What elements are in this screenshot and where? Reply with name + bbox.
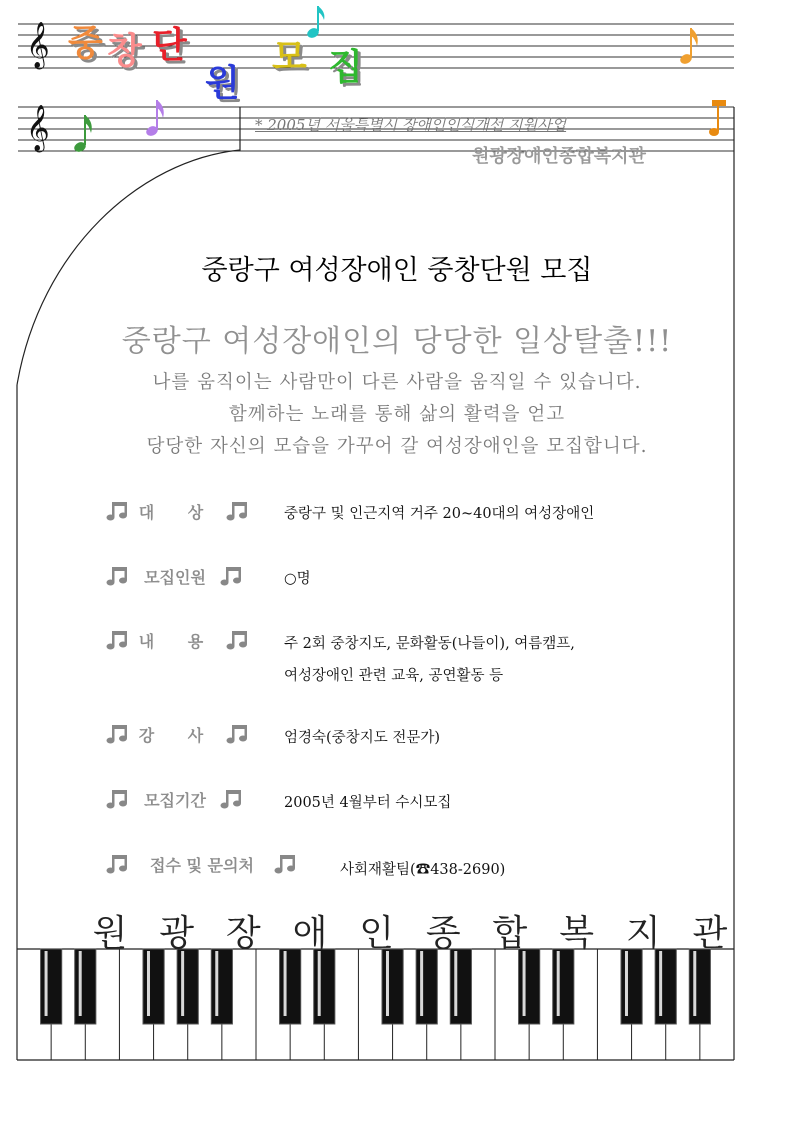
- black-key-highlight: [147, 951, 150, 1016]
- banner-char: 합: [492, 913, 528, 954]
- black-key: [553, 949, 574, 1024]
- beamed-notes-icon: [225, 499, 251, 523]
- intro-line: 나를 움직이는 사람만이 다른 사람을 움직일 수 있습니다.: [152, 372, 642, 393]
- content-value: 주 2회 중창지도, 문화활동(나들이), 여름캠프,: [284, 636, 575, 652]
- target-value: 중랑구 및 인근지역 거주 20~40대의 여성장애인: [284, 506, 595, 522]
- label-contact: [105, 850, 299, 878]
- black-key-highlight: [215, 951, 218, 1016]
- black-key-highlight: [454, 951, 457, 1016]
- banner-char: 장: [225, 913, 261, 954]
- black-key: [416, 949, 437, 1024]
- banner-char: 지: [625, 913, 661, 954]
- row-label-text: 내 용: [138, 631, 218, 651]
- beamed-notes-icon: [219, 787, 245, 811]
- banner-char: 인: [359, 913, 395, 954]
- black-key: [450, 949, 471, 1024]
- black-key: [280, 949, 301, 1024]
- intro-line: 함께하는 노래를 통해 삶의 활력을 얻고: [228, 404, 566, 425]
- row-label-text: 강 사: [138, 725, 218, 745]
- black-key-highlight: [318, 951, 321, 1016]
- black-key-highlight: [386, 951, 389, 1016]
- eighth-note-icon: [679, 28, 698, 66]
- row-label-text: 접수 및 문의처: [150, 855, 254, 875]
- black-key-highlight: [659, 951, 662, 1016]
- eighth-note-icon: [145, 100, 164, 138]
- banner-char: 종: [425, 913, 461, 954]
- black-key: [41, 949, 62, 1024]
- title-char: 창: [107, 31, 142, 72]
- black-key-highlight: [79, 951, 82, 1016]
- banner-char: 원: [92, 913, 128, 954]
- organization-name: 원광장애인종합복지관: [472, 146, 646, 167]
- beamed-notes-icon: [105, 564, 131, 588]
- organization-banner: [80, 905, 740, 956]
- label-recruit-count: [105, 562, 245, 590]
- row-label-text: 대 상: [138, 502, 218, 522]
- title-char: 중: [68, 23, 103, 64]
- instructor-value: 엄경숙(중창지도 전문가): [284, 730, 440, 746]
- black-key-highlight: [693, 951, 696, 1016]
- black-key: [689, 949, 710, 1024]
- black-key-highlight: [523, 951, 526, 1016]
- beamed-notes-icon: [225, 722, 251, 746]
- black-key-highlight: [625, 951, 628, 1016]
- black-key-highlight: [45, 951, 48, 1016]
- banner-char: 애: [292, 913, 328, 954]
- headline: 중랑구 여성장애인 중창단원 모집: [201, 255, 593, 286]
- period-value: 2005년 4월부터 수시모집: [284, 795, 452, 811]
- beamed-notes-icon: [273, 852, 299, 876]
- title-char: 원: [205, 63, 240, 104]
- banner-char: 복: [559, 913, 594, 954]
- banner-char: 광: [159, 913, 195, 954]
- label-instructor: [105, 720, 251, 748]
- black-key: [314, 949, 335, 1024]
- title-char: 집: [328, 47, 363, 88]
- black-key: [211, 949, 232, 1024]
- black-key: [519, 949, 540, 1024]
- beamed-notes-icon: [105, 628, 131, 652]
- black-key-highlight: [420, 951, 423, 1016]
- row-label-text: 모집기간: [144, 790, 206, 810]
- sponsor-line: * 2005년 서울특별시 장애인인식개선 지원사업: [255, 116, 567, 134]
- black-key: [177, 949, 198, 1024]
- beamed-notes-icon: [105, 852, 131, 876]
- intro-line: 당당한 자신의 모습을 가꾸어 갈 여성장애인을 모집합니다.: [146, 436, 648, 457]
- black-key: [621, 949, 642, 1024]
- banner-char: 관: [692, 913, 728, 954]
- label-period: [105, 785, 245, 813]
- beamed-notes-icon: [105, 787, 131, 811]
- black-key: [382, 949, 403, 1024]
- black-key: [75, 949, 96, 1024]
- eighth-note-icon: [73, 115, 92, 154]
- beamed-notes-icon: [225, 628, 251, 652]
- label-content: [105, 626, 251, 654]
- title-char: 모: [272, 37, 307, 78]
- black-key: [143, 949, 164, 1024]
- black-key-highlight: [557, 951, 560, 1016]
- row-label-text: 모집인원: [144, 567, 206, 587]
- label-target: [105, 497, 251, 525]
- black-key-highlight: [181, 951, 184, 1016]
- title-char: 단: [152, 25, 187, 66]
- piano-keyboard: [41, 949, 711, 1060]
- slogan: 중랑구 여성장애인의 당당한 일상탈출!!!: [121, 324, 673, 359]
- black-key: [655, 949, 676, 1024]
- treble-clef-icon: 𝄞: [26, 22, 50, 68]
- contact-value: 사회재활팀(☎438-2690): [340, 862, 506, 878]
- treble-clef-icon: 𝄞: [26, 105, 50, 151]
- recruit-count-value: ○명: [284, 571, 311, 587]
- content-value-line2: 여성장애인 관련 교육, 공연활동 등: [284, 668, 504, 684]
- black-key-highlight: [284, 951, 287, 1016]
- beamed-notes-icon: [219, 564, 245, 588]
- beamed-notes-icon: [105, 499, 131, 523]
- beamed-notes-icon: [105, 722, 131, 746]
